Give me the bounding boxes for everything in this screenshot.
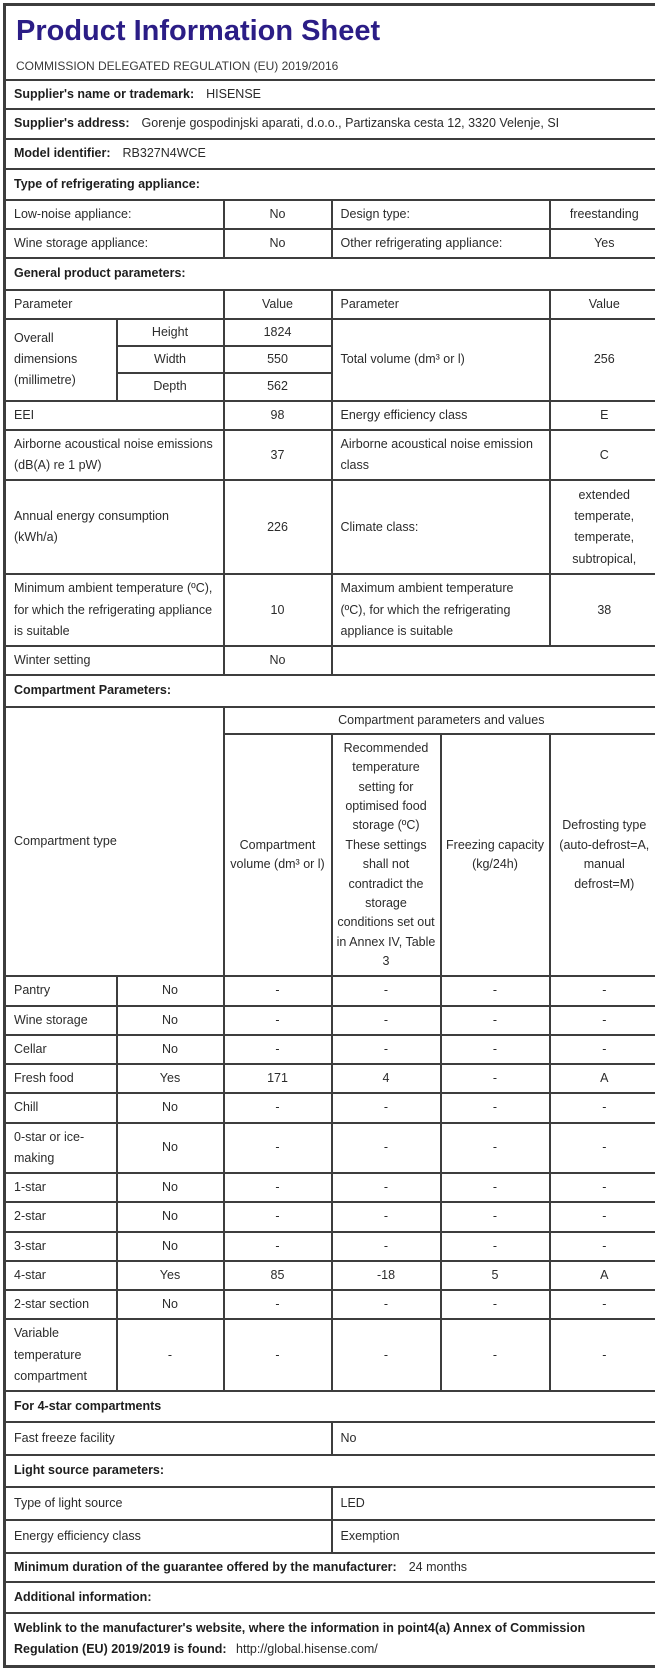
compartment-row-1-star — [5, 1173, 655, 1202]
fast-freeze-label: Fast freeze facility — [5, 1422, 332, 1455]
annual-energy-value: 226 — [224, 480, 332, 574]
compartment-volume: - — [224, 1290, 332, 1319]
compartment-defrost: - — [550, 1290, 655, 1319]
weblink-row — [5, 1613, 655, 1666]
compartment-present: - — [117, 1319, 224, 1391]
defrosting-type-header: Defrosting type (auto-defrost=A, manual defrost=M) — [550, 734, 655, 977]
climate-class-value: extended temperate, temperate, subtropical, — [550, 480, 655, 574]
total-volume-label: Total volume (dm³ or l) — [332, 319, 550, 401]
noise-class-value: C — [550, 430, 655, 481]
supplier-name-value: HISENSE — [206, 87, 261, 101]
min-ambient-label: Minimum ambient temperature (ºC), for which the refrigerating appliance is suitable — [5, 574, 224, 646]
compartment-row-variable-temperature — [5, 1319, 655, 1391]
weblink-cell — [5, 1613, 655, 1666]
compartment-group-header: Compartment parameters and values — [224, 707, 655, 734]
low-noise-value: No — [224, 200, 332, 229]
compartment-temperature: - — [332, 1006, 441, 1035]
title-row — [5, 5, 655, 81]
compartment-type: Variable temperature compartment — [5, 1319, 117, 1391]
compartment-row-2-star-section — [5, 1290, 655, 1319]
compartment-volume: - — [224, 1232, 332, 1261]
product-information-sheet — [3, 3, 655, 1668]
recommended-temperature-header: Recommended temperature setting for optimised food storage (ºC) These settings shall not contradict the storage conditions set out in Annex IV, Table 3 — [332, 734, 441, 977]
regulation-subtitle: COMMISSION DELEGATED REGULATION (EU) 2019/2016 — [16, 59, 648, 73]
supplier-name-row — [5, 80, 655, 109]
compartment-defrost: - — [550, 1319, 655, 1391]
compartment-defrost: A — [550, 1064, 655, 1093]
supplier-address-row — [5, 109, 655, 138]
general-section-header: General product parameters: — [5, 258, 655, 289]
compartment-freezing: - — [441, 1064, 550, 1093]
noise-emissions-label: Airborne acoustical noise emissions (dB(A) re 1 pW) — [5, 430, 224, 481]
compartment-temperature: 4 — [332, 1064, 441, 1093]
model-identifier-label: Model identifier: — [14, 146, 111, 160]
compartment-defrost: - — [550, 1006, 655, 1035]
compartment-volume: - — [224, 1093, 332, 1122]
compartment-temperature: - — [332, 1232, 441, 1261]
additional-header-row — [5, 1582, 655, 1613]
supplier-name-cell — [5, 80, 655, 109]
annual-energy-label: Annual energy consumption (kWh/a) — [5, 480, 224, 574]
compartment-type-header: Compartment type — [5, 707, 224, 977]
total-volume-value: 256 — [550, 319, 655, 401]
compartment-type: Cellar — [5, 1035, 117, 1064]
compartment-type: Chill — [5, 1093, 117, 1122]
type-section-header: Type of refrigerating appliance: — [5, 169, 655, 200]
compartment-freezing: - — [441, 1290, 550, 1319]
compartment-row-0-star — [5, 1123, 655, 1174]
compartment-row-4-star — [5, 1261, 655, 1290]
compartment-present: No — [117, 1035, 224, 1064]
compartment-temperature: - — [332, 1319, 441, 1391]
compartment-present: No — [117, 1093, 224, 1122]
param-header-2: Parameter — [332, 290, 550, 319]
compartment-volume: 85 — [224, 1261, 332, 1290]
compartment-volume-header: Compartment volume (dm³ or l) — [224, 734, 332, 977]
compartment-defrost: - — [550, 1232, 655, 1261]
low-noise-label: Low-noise appliance: — [5, 200, 224, 229]
compartment-present: No — [117, 1173, 224, 1202]
page-title: Product Information Sheet — [16, 14, 648, 49]
other-appliance-label: Other refrigerating appliance: — [332, 229, 550, 258]
guarantee-row — [5, 1553, 655, 1582]
compartment-volume: - — [224, 1035, 332, 1064]
compartment-temperature: - — [332, 1123, 441, 1174]
compartment-present: No — [117, 1290, 224, 1319]
compartment-present: Yes — [117, 1064, 224, 1093]
supplier-address-value: Gorenje gospodinjski aparati, d.o.o., Partizanska cesta 12, 3320 Velenje, SI — [142, 116, 560, 130]
light-efficiency-label: Energy efficiency class — [5, 1520, 332, 1553]
four-star-section-header: For 4-star compartments — [5, 1391, 655, 1422]
light-section-header-row — [5, 1455, 655, 1486]
compartment-present: Yes — [117, 1261, 224, 1290]
supplier-name-label: Supplier's name or trademark: — [14, 87, 194, 101]
depth-label: Depth — [117, 373, 224, 400]
compartment-volume: - — [224, 1006, 332, 1035]
title-cell — [5, 5, 655, 81]
compartment-volume: - — [224, 1202, 332, 1231]
compartment-row-fresh-food — [5, 1064, 655, 1093]
fast-freeze-row — [5, 1422, 655, 1455]
compartment-freezing: - — [441, 1173, 550, 1202]
compartment-present: No — [117, 1232, 224, 1261]
compartment-row-cellar — [5, 1035, 655, 1064]
depth-value: 562 — [224, 373, 332, 400]
light-source-type-label: Type of light source — [5, 1487, 332, 1520]
general-section-header-row — [5, 258, 655, 289]
compartment-type: 1-star — [5, 1173, 117, 1202]
noise-row — [5, 430, 655, 481]
compartment-row-wine-storage — [5, 1006, 655, 1035]
height-label: Height — [117, 319, 224, 346]
compartment-volume: - — [224, 1319, 332, 1391]
compartment-type: 2-star section — [5, 1290, 117, 1319]
compartment-freezing: - — [441, 1006, 550, 1035]
compartment-temperature: - — [332, 1035, 441, 1064]
design-type-label: Design type: — [332, 200, 550, 229]
additional-section-header: Additional information: — [5, 1582, 655, 1613]
eei-value: 98 — [224, 401, 332, 430]
fast-freeze-value: No — [332, 1422, 655, 1455]
compartment-group-header-row — [5, 707, 655, 734]
compartment-temperature: - — [332, 1093, 441, 1122]
compartment-defrost: - — [550, 1035, 655, 1064]
light-efficiency-row — [5, 1520, 655, 1553]
compartment-row-2-star — [5, 1202, 655, 1231]
compartment-volume: - — [224, 976, 332, 1005]
compartment-row-3-star — [5, 1232, 655, 1261]
compartment-type: 2-star — [5, 1202, 117, 1231]
overall-dimensions-label: Overall dimensions (millimetre) — [5, 319, 117, 401]
width-value: 550 — [224, 346, 332, 373]
energy-consumption-row — [5, 480, 655, 574]
compartment-type: Fresh food — [5, 1064, 117, 1093]
compartment-defrost: - — [550, 1123, 655, 1174]
compartment-freezing: - — [441, 976, 550, 1005]
energy-class-value: E — [550, 401, 655, 430]
compartment-temperature: - — [332, 976, 441, 1005]
freezing-capacity-header: Freezing capacity (kg/24h) — [441, 734, 550, 977]
compartment-defrost: - — [550, 1093, 655, 1122]
type-row-1 — [5, 229, 655, 258]
guarantee-value: 24 months — [409, 1560, 467, 1574]
model-identifier-value: RB327N4WCE — [123, 146, 206, 160]
winter-setting-label: Winter setting — [5, 646, 224, 675]
other-appliance-value: Yes — [550, 229, 655, 258]
noise-emissions-value: 37 — [224, 430, 332, 481]
compartment-present: No — [117, 976, 224, 1005]
noise-class-label: Airborne acoustical noise emission class — [332, 430, 550, 481]
light-efficiency-value: Exemption — [332, 1520, 655, 1553]
general-column-header-row — [5, 290, 655, 319]
climate-class-label: Climate class: — [332, 480, 550, 574]
type-section-header-row — [5, 169, 655, 200]
supplier-address-label: Supplier's address: — [14, 116, 130, 130]
compartment-temperature: - — [332, 1173, 441, 1202]
model-identifier-row — [5, 139, 655, 169]
compartment-defrost: A — [550, 1261, 655, 1290]
compartment-volume: - — [224, 1173, 332, 1202]
winter-setting-empty-cell — [332, 646, 655, 675]
type-row-0 — [5, 200, 655, 229]
value-header-2: Value — [550, 290, 655, 319]
compartment-volume: 171 — [224, 1064, 332, 1093]
energy-class-label: Energy efficiency class — [332, 401, 550, 430]
wine-storage-appliance-value: No — [224, 229, 332, 258]
compartment-type: 4-star — [5, 1261, 117, 1290]
value-header-1: Value — [224, 290, 332, 319]
height-value: 1824 — [224, 319, 332, 346]
eei-row — [5, 401, 655, 430]
compartment-type: 3-star — [5, 1232, 117, 1261]
compartment-defrost: - — [550, 1202, 655, 1231]
supplier-address-cell — [5, 109, 655, 138]
guarantee-label: Minimum duration of the guarantee offered by the manufacturer: — [14, 1560, 397, 1574]
compartment-temperature: - — [332, 1202, 441, 1231]
light-section-header: Light source parameters: — [5, 1455, 655, 1486]
light-source-type-value: LED — [332, 1487, 655, 1520]
param-header-1: Parameter — [5, 290, 224, 319]
winter-setting-row — [5, 646, 655, 675]
eei-label: EEI — [5, 401, 224, 430]
compartment-freezing: - — [441, 1202, 550, 1231]
four-star-header-row — [5, 1391, 655, 1422]
compartment-temperature: - — [332, 1290, 441, 1319]
compartment-type: Wine storage — [5, 1006, 117, 1035]
compartment-type: Pantry — [5, 976, 117, 1005]
guarantee-cell — [5, 1553, 655, 1582]
max-ambient-label: Maximum ambient temperature (ºC), for which the refrigerating appliance is suitable — [332, 574, 550, 646]
compartment-row-chill — [5, 1093, 655, 1122]
model-identifier-cell — [5, 139, 655, 169]
max-ambient-value: 38 — [550, 574, 655, 646]
compartment-defrost: - — [550, 976, 655, 1005]
compartment-section-header-row — [5, 675, 655, 706]
compartment-freezing: - — [441, 1035, 550, 1064]
wine-storage-appliance-label: Wine storage appliance: — [5, 229, 224, 258]
light-source-type-row — [5, 1487, 655, 1520]
compartment-present: No — [117, 1123, 224, 1174]
width-label: Width — [117, 346, 224, 373]
compartment-temperature: -18 — [332, 1261, 441, 1290]
compartment-freezing: 5 — [441, 1261, 550, 1290]
compartment-freezing: - — [441, 1232, 550, 1261]
weblink-url[interactable]: http://global.hisense.com/ — [236, 1642, 378, 1656]
compartment-defrost: - — [550, 1173, 655, 1202]
compartment-row-pantry — [5, 976, 655, 1005]
min-ambient-value: 10 — [224, 574, 332, 646]
compartment-present: No — [117, 1202, 224, 1231]
design-type-value: freestanding — [550, 200, 655, 229]
compartment-section-header: Compartment Parameters: — [5, 675, 655, 706]
winter-setting-value: No — [224, 646, 332, 675]
compartment-freezing: - — [441, 1319, 550, 1391]
weblink-label: Weblink to the manufacturer's website, where the information in point4(a) Annex of Commission Regulation (EU) 2019/2019 is found: — [14, 1621, 585, 1656]
compartment-freezing: - — [441, 1123, 550, 1174]
compartment-volume: - — [224, 1123, 332, 1174]
ambient-temperature-row — [5, 574, 655, 646]
dimensions-row-height — [5, 319, 655, 346]
compartment-present: No — [117, 1006, 224, 1035]
compartment-type: 0-star or ice-making — [5, 1123, 117, 1174]
compartment-freezing: - — [441, 1093, 550, 1122]
